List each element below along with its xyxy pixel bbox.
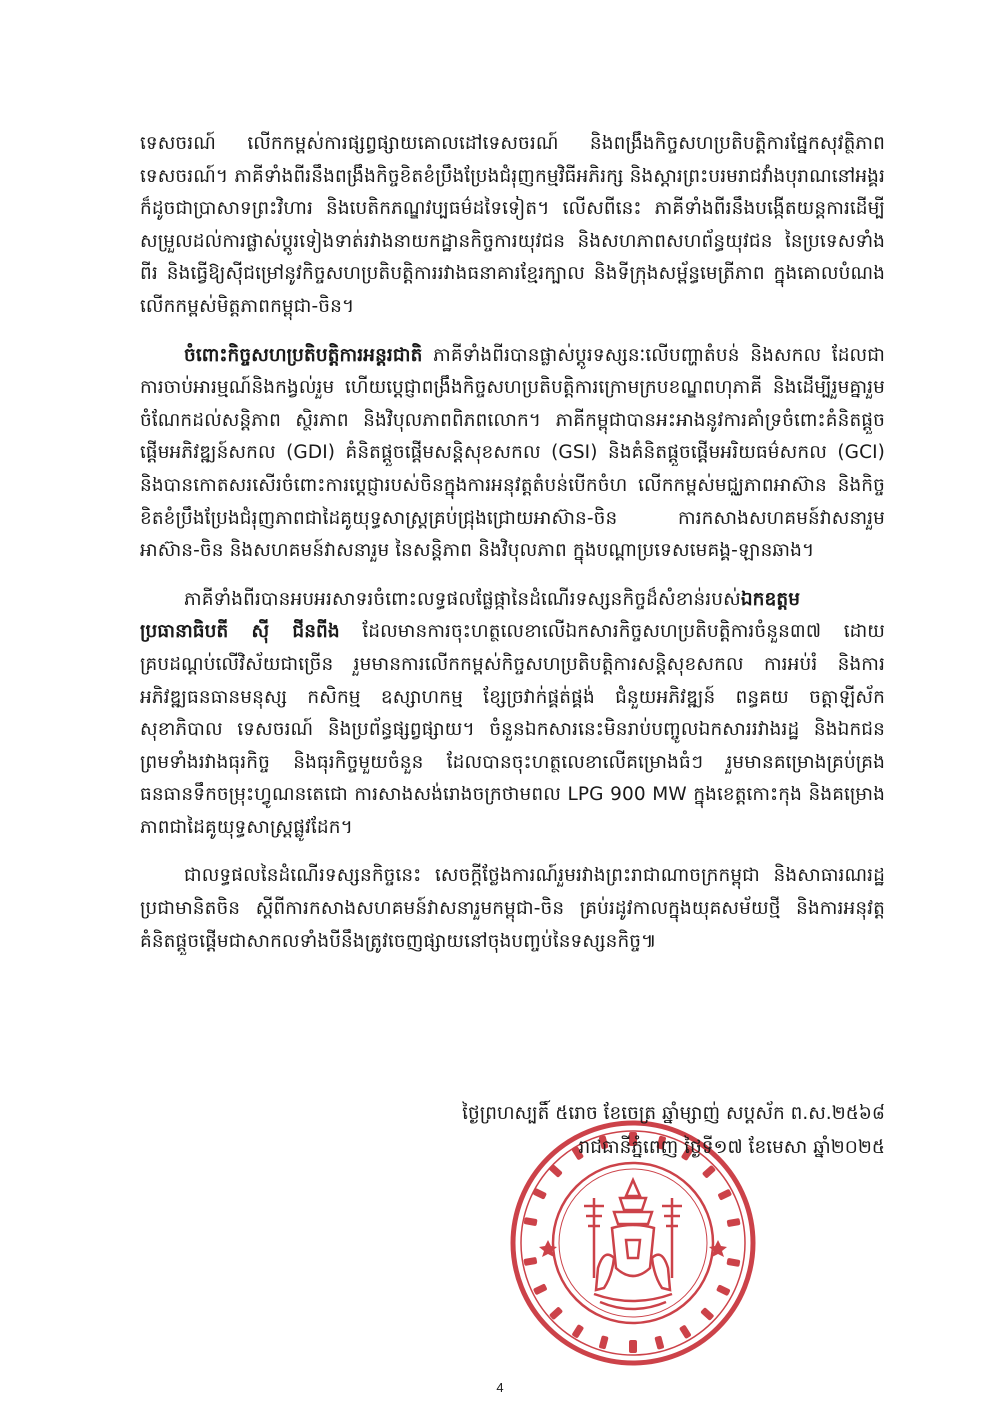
- paragraph-4: [140, 860, 885, 958]
- paragraph-2-heading: ចំពោះកិច្ចសហប្រតិបត្តិការអន្តរជាតិ: [184, 344, 423, 366]
- page-number: 4: [496, 1380, 504, 1395]
- paragraph-1: [140, 128, 885, 324]
- paragraph-3: [140, 584, 885, 845]
- paragraph-3-text-after: ដែលមានការចុះហត្ថលេខាលើឯកសារកិច្ចសហប្រតិបត្តិការចំនួន៣៧ ដោយគ្របដណ្តប់លើវិស័យជាច្រើន រួមមានការលើកកម្ពស់កិច្ចសហប្រតិបត្តិការសន្តិសុខសកល ការអប់រំ និងការអភិវឌ្ឍធនធានមនុស្ស កសិកម្ម ឧស្សាហកម្ម ខ្សែច្រវាក់ផ្គត់ផ្គង់ ជំនួយអភិវឌ្ឍន៍ ពន្ធគយ ចត្តាឡីស័ក សុខាភិបាល ទេសចរណ៍ និងប្រព័ន្ធផ្សព្វផ្សាយ។ ចំនួនឯកសារនេះមិនរាប់បញ្ចូលឯកសាររវាងរដ្ឋ និងឯកជន ព្រមទាំងរវាងធុរកិច្ច និងធុរកិច្ចមួយចំនួន ដែលបានចុះហត្ថលេខាលើគម្រោងធំៗ រួមមានគម្រោងគ្រប់គ្រងធនធានទឹកចម្រុះហ្វូណនតេជោ ការសាងសង់រោងចក្រថាមពល LPG 900 MW ក្នុងខេត្តកោះកុង និងគម្រោងភាពជាដៃគូយុទ្ធសាស្ត្រផ្លូវដែក។: [140, 621, 886, 838]
- paragraph-2: [140, 340, 885, 568]
- paragraph-3-text-before: ភាគីទាំងពីរបានអបអរសាទរចំពោះលទ្ធផលផ្លែផ្កានៃដំណើរទស្សនកិច្ចដ៏សំខាន់របស់: [184, 588, 741, 610]
- paragraph-4-text: ជាលទ្ធផលនៃដំណើរទស្សនកិច្ចនេះ សេចក្តីថ្លែងការណ៍រួមរវាងព្រះរាជាណាចក្រកម្ពុជា និងសាធារណរដ្ឋប្រជាមានិតចិន ស្តីពីការកសាងសហគមន៍វាសនារួមកម្ពុជា-ចិន គ្រប់រដូវកាលក្នុងយុគសម័យថ្មី និងការអនុវត្តគំនិតផ្តួចផ្តើមជាសាកលទាំងបីនឹងត្រូវចេញផ្សាយនៅចុងបញ្ចប់នៃទស្សនកិច្ច៕: [140, 865, 885, 952]
- paragraph-3-president-name: ឯកឧត្តមប្រធានាធិបតី ស៊ី ជីនពីង: [140, 588, 801, 643]
- lunar-date-line: ថ្ងៃព្រហស្បតិ៍ ៥រោច ខែចេត្រ ឆ្នាំម្សាញ់ សប្តស័ក ព.ស.២៥៦៨: [462, 1103, 885, 1124]
- gregorian-date-line: រាជធានីភ្នំពេញ ថ្ងៃទី១៧ ខែមេសា ឆ្នាំ២០២៥: [578, 1137, 885, 1158]
- document-body: [140, 128, 885, 974]
- paragraph-2-text: ភាគីទាំងពីរបានផ្លាស់ប្តូរទស្សនៈលើបញ្ហាតំបន់ និងសកល ដែលជាការចាប់អារម្មណ៍និងកង្វល់រួម ហើយប្តេជ្ញាពង្រឹងកិច្ចសហប្រតិបត្តិការក្រោមក្របខណ្ឌពហុភាគី និងដើម្បីរួមគ្នារួមចំណែកដល់សន្តិភាព ស្ថិរភាព និងវិបុលភាពពិភពលោក។ ភាគីកម្ពុជាបានអះអាងនូវការគាំទ្រចំពោះគំនិតផ្តួចផ្តើមអភិវឌ្ឍន៍សកល (GDI) គំនិតផ្តួចផ្តើមសន្តិសុខសកល (GSI) និងគំនិតផ្តួចផ្តើមអរិយធម៌សកល (GCI) និងបានកោតសរសើរចំពោះការប្តេជ្ញារបស់ចិនក្នុងការអនុវត្តតំបន់បើកចំហ លើកកម្ពស់មជ្ឈភាពអាស៊ាន និងកិច្ចខិតខំប្រឹងប្រែងជំរុញភាពជាដៃគូយុទ្ធសាស្ត្រគ្រប់ជ្រុងជ្រោយអាស៊ាន-ចិន ការកសាងសហគមន៍វាសនារួមអាស៊ាន-ចិន និងសហគមន៍វាសនារួម នៃសន្តិភាព និងវិបុលភាព ក្នុងបណ្តាប្រទេសមេគង្គ-ឡានឆាង។: [140, 344, 885, 562]
- date-block: [462, 1097, 885, 1165]
- paragraph-1-text: ទេសចរណ៍ លើកកម្ពស់ការផ្សព្វផ្សាយគោលដៅទេសចរណ៍ និងពង្រឹងកិច្ចសហប្រតិបត្តិការផ្នែកសុវត្ថិភាពទេសចរណ៍។ ភាគីទាំងពីរនឹងពង្រឹងកិច្ចខិតខំប្រឹងប្រែងជំរុញកម្មវិធីអភិរក្ស និងស្តារព្រះបរមរាជវាំងបុរាណនៅអង្គរ ក៏ដូចជាប្រាសាទព្រះវិហារ និងបេតិកភណ្ឌវប្បធម៌ដទៃទៀត។ លើសពីនេះ ភាគីទាំងពីរនឹងបង្កើតយន្តការដើម្បីសម្រួលដល់ការផ្លាស់ប្តូរទៀងទាត់រវាងនាយកដ្ឋានកិច្ចការយុវជន និងសហភាពសហព័ន្ធយុវជន នៃប្រទេសទាំងពីរ និងធ្វើឱ្យស៊ីជម្រៅនូវកិច្ចសហប្រតិបត្តិការរវាងធនាគារខ្មែរក្បាល និងទីក្រុងសម្ព័ន្ធមេត្រីភាព ក្នុងគោលបំណងលើកកម្ពស់មិត្តភាពកម្ពុជា-ចិន។: [140, 133, 885, 317]
